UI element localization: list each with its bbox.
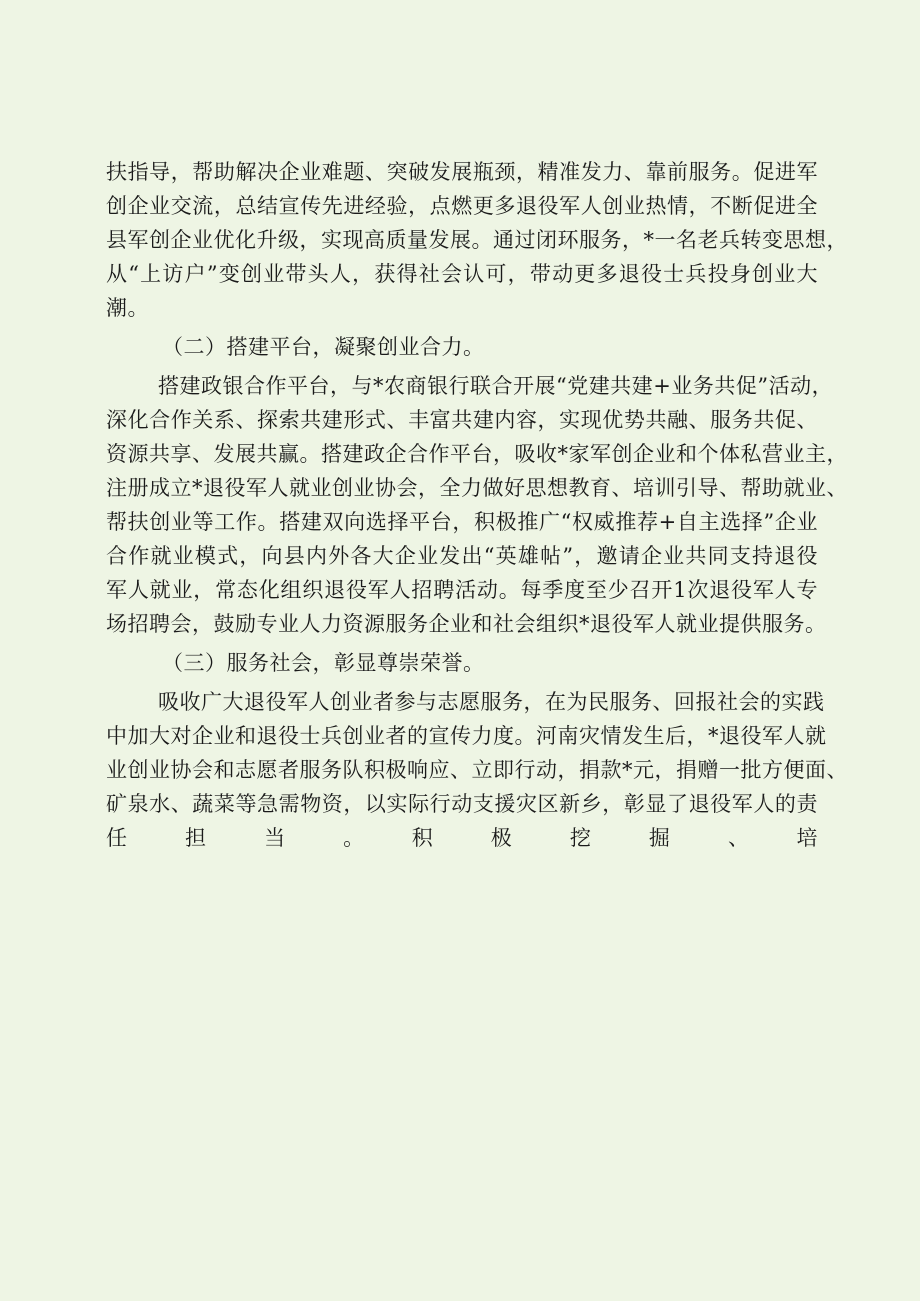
document-page bbox=[106, 156, 848, 856]
text-line: 场招聘会，鼓励专业人力资源服务企业和社会组织*退役军人就业提供服务。 bbox=[106, 612, 827, 636]
text-line: 资源共享、发展共赢。搭建政企合作平台，吸收*家军创企业和个体私营业主， bbox=[106, 442, 848, 466]
paragraph-2 bbox=[106, 370, 848, 642]
text-line: 从“上访户”变创业带头人，获得社会认可，带动更多退役士兵投身创业大 bbox=[106, 262, 818, 286]
text-line: 合作就业模式，向县内外各大企业发出“英雄帖”，邀请企业共同支持退役 bbox=[106, 544, 818, 568]
text-line: 吸收广大退役军人创业者参与志愿服务，在为民服务、回报社会的实践 bbox=[158, 690, 825, 714]
text-line: 扶指导，帮助解决企业难题、突破发展瓶颈，精准发力、靠前服务。促进军 bbox=[106, 160, 818, 184]
text-line: 帮扶创业等工作。搭建双向选择平台，积极推广“权威推荐+自主选择”企业 bbox=[106, 510, 818, 534]
text-line: 任 担 当 。 积 极 挖 掘 、 培 bbox=[106, 826, 818, 850]
text-line: 军人就业，常态化组织退役军人招聘活动。每季度至少召开1次退役军人专 bbox=[106, 578, 818, 602]
text-line: 矿泉水、蔬菜等急需物资，以实际行动支援灾区新乡，彰显了退役军人的责 bbox=[106, 792, 818, 816]
text-line: 县军创企业优化升级，实现高质量发展。通过闭环服务，*一名老兵转变思想， bbox=[106, 228, 848, 252]
paragraph-1 bbox=[106, 156, 848, 326]
text-line: 创企业交流，总结宣传先进经验，点燃更多退役军人创业热情，不断促进全 bbox=[106, 194, 818, 218]
text-line: 业创业协会和志愿者服务队积极响应、立即行动，捐款*元，捐赠一批方便面、 bbox=[106, 758, 848, 782]
paragraph-3 bbox=[106, 686, 848, 856]
section-heading-2: （二）搭建平台，凝聚创业合力。 bbox=[162, 335, 485, 359]
section-heading-3: （三）服务社会，彰显尊崇荣誉。 bbox=[162, 651, 485, 675]
text-line: 深化合作关系、探索共建形式、丰富共建内容，实现优势共融、服务共促、 bbox=[106, 408, 818, 432]
text-line: 搭建政银合作平台，与*农商银行联合开展“党建共建+业务共促”活动， bbox=[158, 374, 834, 398]
text-line: 注册成立*退役军人就业创业协会，全力做好思想教育、培训引导、帮助就业、 bbox=[106, 476, 848, 500]
text-line: 潮。 bbox=[106, 296, 149, 320]
text-line: 中加大对企业和退役士兵创业者的宣传力度。河南灾情发生后，*退役军人就 bbox=[106, 724, 827, 748]
